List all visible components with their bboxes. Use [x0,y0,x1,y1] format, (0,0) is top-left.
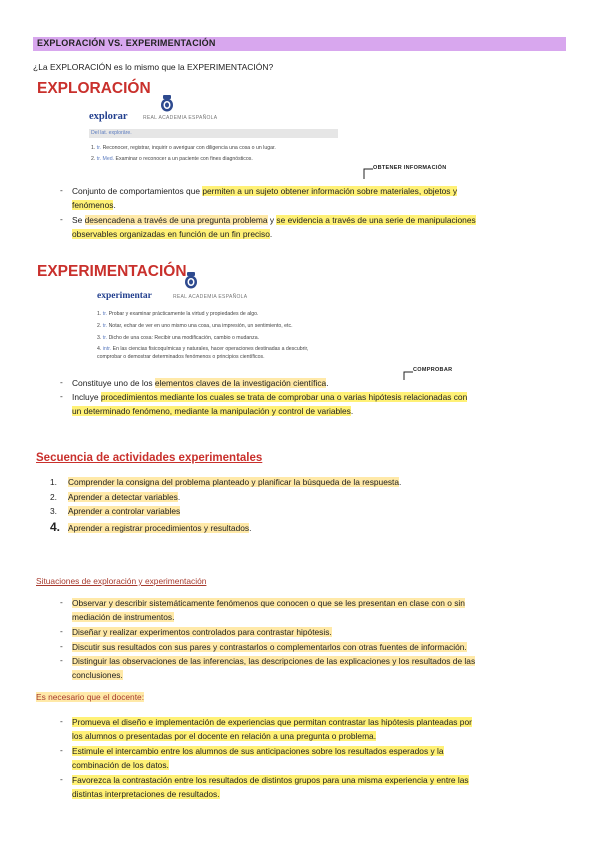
dict-def: 2. tr. Med. Examinar o reconocer a un paciente con fines diagnósticos. [91,156,253,162]
handwritten-note: COMPROBAR [413,367,453,373]
bullet-dash: - [60,716,63,726]
exploracion-title: EXPLORACIÓN [37,80,151,97]
numbered-item: 4. Aprender a registrar procedimientos y resultados. [50,520,252,534]
docente-title: Es necesario que el docente: [36,692,145,702]
dict-source: REAL ACADEMIA ESPAÑOLA [173,294,248,300]
bullet-dash: - [60,391,63,401]
intro-question: ¿La EXPLORACIÓN es lo mismo que la EXPERIMENTACIÓN? [33,62,274,72]
bullet-text: Se desencadena a través de una pregunta problema y se evidencia a través de una serie de manipulaciones observables organizadas en función de un fin preciso. [72,215,476,239]
rae-seal-icon [184,272,198,289]
bullet-text: Conjunto de comportamientos que permiten a un sujeto obtener información sobre materiales, objetos y fenómenos. [72,186,458,210]
dict-def: 1. tr. Reconocer, registrar, inquirir o averiguar con diligencia una cosa o un lugar. [91,145,276,151]
bullet-text: Estimule el intercambio entre los alumnos de sus anticipaciones sobre los resultados esperados y la combinación de los datos. [72,746,444,770]
numbered-item: 2. Aprender a detectar variables. [50,492,181,502]
dict-def-continuation: comprobar o demostrar determinados fenómenos o principios científicos. [97,354,265,360]
secuencia-title: Secuencia de actividades experimentales [36,452,263,464]
bullet-dash: - [60,641,63,651]
dict-etymology: Del lat. explorāre. [91,130,132,136]
bullet-dash: - [60,655,63,665]
bullet-text: Observar y describir sistemáticamente fenómenos que conocen o que se les presentan en clase con o sin mediación de instrumentos. [72,598,465,622]
bullet-dash: - [60,377,63,387]
rae-seal-icon [160,95,174,112]
numbered-item: 1. Comprender la consigna del problema planteado y planificar la búsqueda de la respuesta. [50,477,402,487]
bullet-dash: - [60,745,63,755]
bullet-text: Distinguir las observaciones de las inferencias, las descripciones de las explicaciones y los resultados de las conclusiones. [72,656,476,680]
dict-word-explorar: explorar [89,111,128,122]
bullet-text: Promueva el diseño e implementación de experiencias que permitan contrastar las hipótesis planteadas por los alumnos o presentadas por el docente en relación a una pregunta o problema. [72,717,472,741]
dict-def: 1. tr. Probar y examinar prácticamente la virtud y propiedades de algo. [97,311,259,317]
bullet-text: Constituye uno de los elementos claves de la investigación científica. [72,378,329,388]
dict-word-experimentar: experimentar [97,291,152,301]
bullet-dash: - [60,774,63,784]
situaciones-title: Situaciones de exploración y experimentación [36,576,207,586]
dict-def: 2. tr. Notar, echar de ver en uno mismo una cosa, una impresión, un sentimiento, etc. [97,323,293,329]
dict-source: REAL ACADEMIA ESPAÑOLA [143,115,218,121]
bullet-text: Discutir sus resultados con sus pares y contrastarlos o complementarlos con otras fuentes de información. [72,642,467,652]
bullet-dash: - [60,626,63,636]
numbered-item: 3. Aprender a controlar variables [50,506,181,516]
dict-def: 3. tr. Dicho de una cosa: Recibir una modificación, cambio o mudanza. [97,335,260,341]
bullet-dash: - [60,597,63,607]
bullet-text: Incluye procedimientos mediante los cuales se trata de comprobar una o varias hipótesis relacionadas con un determinado fenómeno, mediante la manipulación y control de variables. [72,392,468,416]
bullet-dash: - [60,185,63,195]
page-title: EXPLORACIÓN VS. EXPERIMENTACIÓN [37,38,216,48]
handwritten-note: OBTENER INFORMACIÓN [373,165,447,171]
experimentacion-title: EXPERIMENTACIÓN [37,263,187,280]
bullet-text: Diseñar y realizar experimentos controlados para contrastar hipótesis. [72,627,332,637]
dict-def: 4. intr. En las ciencias fisicoquímicas y naturales, hacer operaciones destinadas a descubrir, [97,346,309,352]
bullet-dash: - [60,214,63,224]
bullet-text: Favorezca la contrastación entre los resultados de distintos grupos para una misma experiencia y entre las distintas interpretaciones de resultados. [72,775,469,799]
